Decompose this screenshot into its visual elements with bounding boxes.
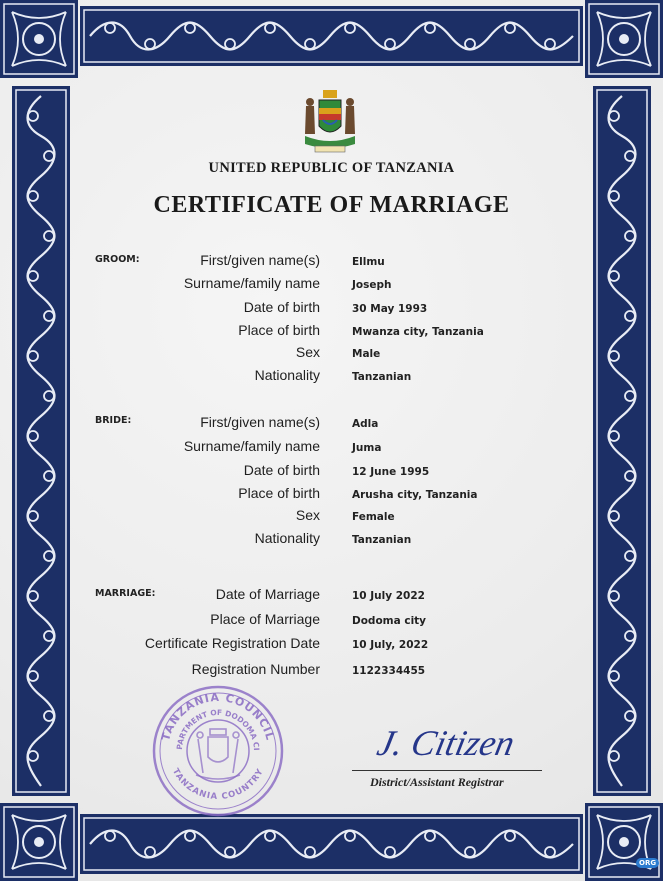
corner-ornament-top-left bbox=[0, 0, 78, 78]
groom-nationality-label: Nationality bbox=[254, 367, 320, 383]
signature-line bbox=[352, 770, 542, 771]
marriage-place-value: Dodoma city bbox=[352, 615, 427, 627]
registration-date-label: Certificate Registration Date bbox=[144, 635, 320, 651]
registrar-signature: J. Citizen bbox=[373, 723, 519, 763]
groom-section-label: GROOM: bbox=[95, 254, 140, 265]
bride-first-name-value: Adla bbox=[352, 418, 379, 430]
bride-dob-label: Date of birth bbox=[243, 462, 320, 478]
bride-surname-value: Juma bbox=[352, 442, 382, 454]
bride-nationality-value: Tanzanian bbox=[352, 534, 412, 546]
groom-dob-label: Date of birth bbox=[243, 299, 320, 315]
groom-first-name-label: First/given name(s) bbox=[200, 252, 320, 268]
svg-text:TANZANIA COUNTRY bbox=[170, 767, 266, 802]
registration-date-value: 10 July, 2022 bbox=[352, 639, 429, 651]
groom-sex-value: Male bbox=[352, 348, 381, 360]
signature-caption: District/Assistant Registrar bbox=[370, 775, 504, 789]
watermark-badge: ORG bbox=[636, 858, 659, 868]
corner-ornament-top-right bbox=[585, 0, 663, 78]
corner-ornament-bottom-left bbox=[0, 803, 78, 881]
bride-surname-label: Surname/family name bbox=[183, 438, 320, 454]
registration-number-value: 1122334455 bbox=[352, 665, 426, 677]
groom-sex-label: Sex bbox=[295, 344, 320, 360]
bride-sex-label: Sex bbox=[295, 507, 320, 523]
coat-of-arms-icon bbox=[301, 88, 359, 156]
registration-number-label: Registration Number bbox=[191, 661, 320, 677]
official-seal-stamp bbox=[148, 683, 288, 817]
marriage-date-value: 10 July 2022 bbox=[352, 590, 425, 602]
bride-nationality-label: Nationality bbox=[254, 530, 320, 546]
groom-surname-label: Surname/family name bbox=[183, 275, 320, 291]
groom-nationality-value: Tanzanian bbox=[352, 371, 412, 383]
country-name: UNITED REPUBLIC OF TANZANIA bbox=[208, 160, 455, 176]
seal-middle-text: PARTMENT OF DODOMA CI bbox=[174, 707, 262, 751]
seal-top-text: TANZANIA COUNCIL bbox=[159, 690, 277, 743]
groom-pob-value: Mwanza city, Tanzania bbox=[352, 326, 484, 338]
marriage-section-label: MARRIAGE: bbox=[95, 588, 156, 599]
top-border bbox=[80, 6, 583, 66]
groom-pob-label: Place of birth bbox=[238, 322, 320, 338]
groom-dob-value: 30 May 1993 bbox=[352, 303, 428, 315]
corner-ornament-bottom-right bbox=[585, 803, 663, 881]
bride-pob-label: Place of birth bbox=[238, 485, 320, 501]
bride-section-label: BRIDE: bbox=[95, 415, 132, 426]
seal-bottom-text: TANZANIA COUNTRY bbox=[170, 766, 267, 803]
bride-first-name-label: First/given name(s) bbox=[200, 414, 320, 430]
bottom-border bbox=[80, 814, 583, 874]
groom-first-name-value: Ellmu bbox=[352, 256, 385, 268]
bride-pob-value: Arusha city, Tanzania bbox=[352, 489, 478, 501]
groom-surname-value: Joseph bbox=[352, 279, 392, 291]
certificate-title: CERTIFICATE OF MARRIAGE bbox=[153, 192, 510, 218]
marriage-date-label: Date of Marriage bbox=[215, 586, 320, 602]
bride-dob-value: 12 June 1995 bbox=[352, 466, 430, 478]
bride-sex-value: Female bbox=[352, 511, 395, 523]
marriage-place-label: Place of Marriage bbox=[210, 611, 320, 627]
